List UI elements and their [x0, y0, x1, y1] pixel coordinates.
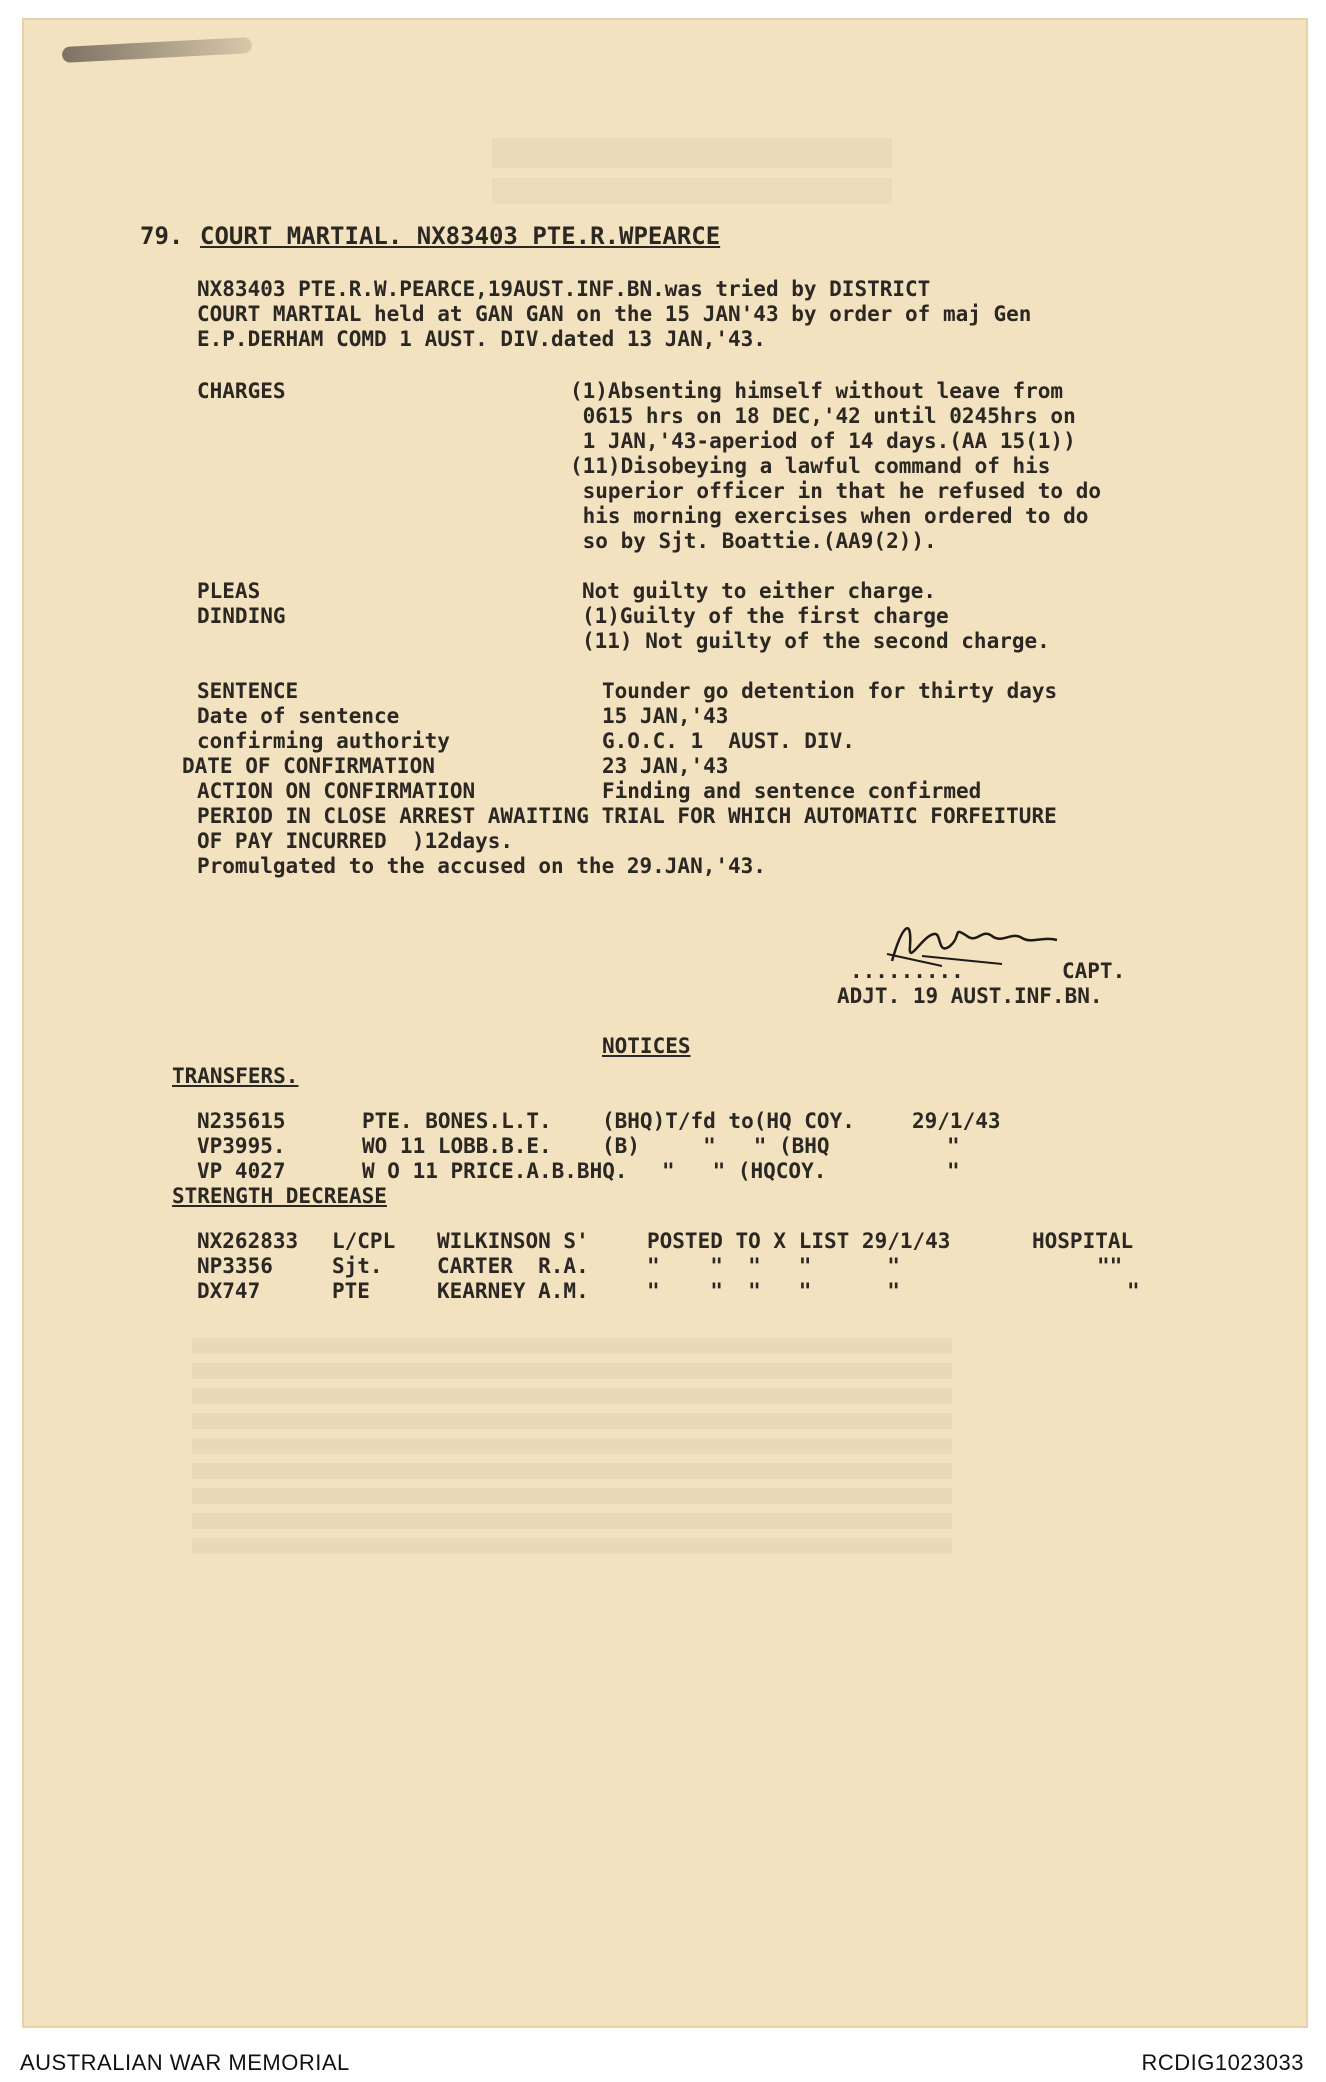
transfer-detail: (BHQ)T/fd to(HQ COY.	[602, 1109, 855, 1133]
action-on-confirmation-value: Finding and sentence confirmed	[602, 779, 982, 803]
finding-line: (11) Not guilty of the second charge.	[582, 629, 1050, 653]
finding-label: DINDING	[197, 604, 286, 628]
charges-line: 1 JAN,'43-aperiod of 14 days.(AA 15(1))	[570, 429, 1076, 453]
confirmation-date-label: DATE OF CONFIRMATION	[182, 754, 435, 778]
pleas-label: PLEAS	[197, 579, 261, 603]
section-title: COURT MARTIAL. NX83403 PTE.R.WPEARCE	[200, 222, 721, 250]
ink-smudge	[62, 37, 253, 63]
confirming-authority-label: confirming authority	[197, 729, 450, 753]
bleed-through-texture	[492, 178, 892, 204]
transfer-detail: (B) " " (BHQ	[602, 1134, 830, 1158]
transfer-name: W O 11 PRICE.A.B.BHQ.	[362, 1159, 628, 1183]
transfer-detail: " " (HQCOY.	[662, 1159, 827, 1183]
sentence-date-label: Date of sentence	[197, 704, 400, 728]
charges-line: 0615 hrs on 18 DEC,'42 until 0245hrs on	[570, 404, 1076, 428]
transfer-number: VP3995.	[197, 1134, 286, 1158]
confirming-authority-value: G.O.C. 1 AUST. DIV.	[602, 729, 855, 753]
sentence-label: SENTENCE	[197, 679, 299, 703]
charges-line: his morning exercises when ordered to do	[570, 504, 1089, 528]
intro-line: E.P.DERHAM COMD 1 AUST. DIV.dated 13 JAN,'43.	[197, 327, 766, 351]
decrease-name: WILKINSON S'	[437, 1229, 589, 1253]
decrease-number: NP3356	[197, 1254, 273, 1278]
decrease-name: KEARNEY A.M.	[437, 1279, 589, 1303]
decrease-number: DX747	[197, 1279, 261, 1303]
decrease-posting: " " " " "	[647, 1254, 900, 1278]
notices-heading: NOTICES	[602, 1034, 691, 1058]
decrease-posting: POSTED TO X LIST 29/1/43	[647, 1229, 951, 1253]
decrease-reason: "	[1127, 1279, 1140, 1303]
period-line: OF PAY INCURRED )12days.	[197, 829, 514, 853]
signature-dots: .........	[850, 959, 964, 983]
transfer-name: PTE. BONES.L.T.	[362, 1109, 552, 1133]
section-number: 79.	[140, 222, 184, 250]
promulgated-line: Promulgated to the accused on the 29.JAN,'43.	[197, 854, 766, 878]
decrease-reason: HOSPITAL	[1032, 1229, 1134, 1253]
transfer-date: "	[947, 1159, 960, 1183]
sentence-value: Tounder go detention for thirty days	[602, 679, 1058, 703]
decrease-rank: Sjt.	[332, 1254, 383, 1278]
finding-line: (1)Guilty of the first charge	[582, 604, 949, 628]
transfer-number: VP 4027	[197, 1159, 286, 1183]
transfer-date: "	[947, 1134, 960, 1158]
transfer-number: N235615	[197, 1109, 286, 1133]
confirmation-date-value: 23 JAN,'43	[602, 754, 729, 778]
document-page	[22, 18, 1308, 2028]
charges-line: so by Sjt. Boattie.(AA9(2)).	[570, 529, 937, 553]
transfer-name: WO 11 LOBB.B.E.	[362, 1134, 552, 1158]
pleas-value: Not guilty to either charge.	[582, 579, 937, 603]
decrease-number: NX262833	[197, 1229, 299, 1253]
decrease-rank: L/CPL	[332, 1229, 396, 1253]
decrease-rank: PTE	[332, 1279, 370, 1303]
footer-record-id: RCDIG1023033	[1141, 2050, 1304, 2075]
decrease-name: CARTER R.A.	[437, 1254, 589, 1278]
signature-unit: ADJT. 19 AUST.INF.BN.	[837, 984, 1103, 1008]
bleed-through-texture	[492, 138, 892, 168]
charges-label: CHARGES	[197, 379, 286, 403]
sentence-date-value: 15 JAN,'43	[602, 704, 729, 728]
charges-line: (11)Disobeying a lawful command of his	[570, 454, 1051, 478]
transfers-heading: TRANSFERS.	[172, 1064, 299, 1088]
intro-line: NX83403 PTE.R.W.PEARCE,19AUST.INF.BN.was tried by DISTRICT	[197, 277, 931, 301]
transfer-date: 29/1/43	[912, 1109, 1001, 1133]
action-on-confirmation-label: ACTION ON CONFIRMATION	[197, 779, 476, 803]
signature-rank: CAPT.	[1062, 959, 1126, 983]
decrease-posting: " " " " "	[647, 1279, 900, 1303]
decrease-reason: ""	[1097, 1254, 1123, 1278]
intro-line: COURT MARTIAL held at GAN GAN on the 15 JAN'43 by order of maj Gen	[197, 302, 1032, 326]
charges-line: (1)Absenting himself without leave from	[570, 379, 1064, 403]
strength-decrease-heading: STRENGTH DECREASE	[172, 1184, 387, 1208]
bleed-through-texture	[192, 1338, 952, 1558]
charges-line: superior officer in that he refused to do	[570, 479, 1102, 503]
period-line: PERIOD IN CLOSE ARREST AWAITING TRIAL FOR WHICH AUTOMATIC FORFEITURE	[197, 804, 1057, 828]
footer-archive-name: AUSTRALIAN WAR MEMORIAL	[20, 2050, 350, 2075]
